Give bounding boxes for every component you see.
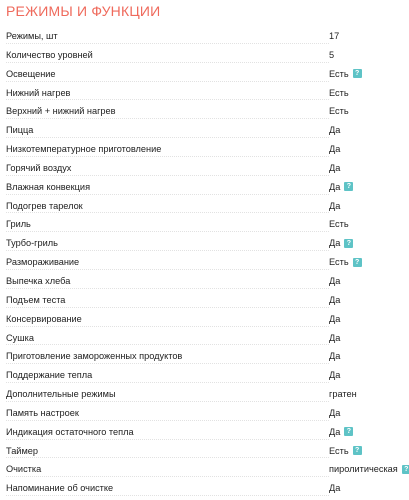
row-divider [6, 81, 329, 82]
section-title: РЕЖИМЫ И ФУНКЦИИ [6, 3, 161, 19]
row-divider [6, 62, 329, 63]
spec-label: Приготовление замороженных продуктов [6, 351, 183, 362]
spec-label: Количество уровней [6, 49, 93, 60]
row-divider [6, 476, 329, 477]
spec-value [329, 105, 349, 117]
spec-label: Горячий воздух [6, 162, 72, 173]
spec-label: Гриль [6, 219, 31, 230]
spec-label: Выпечка хлеба [6, 275, 71, 286]
spec-value-text: Да [329, 162, 341, 173]
spec-value-text: Есть [329, 219, 349, 230]
spec-value [329, 237, 353, 249]
spec-value-text: Да [329, 370, 341, 381]
spec-value [329, 30, 339, 42]
spec-value [329, 463, 409, 475]
spec-label: Поддержание тепла [6, 370, 93, 381]
spec-value-text: Да [329, 294, 341, 305]
row-divider [6, 137, 329, 138]
spec-row [0, 83, 409, 102]
row-divider [6, 439, 329, 440]
row-divider [6, 194, 329, 195]
spec-value-text: Есть [329, 68, 349, 79]
spec-label: Влажная конвекция [6, 181, 91, 192]
spec-value-text: Да [329, 181, 341, 192]
spec-row [0, 214, 409, 233]
row-divider [6, 231, 329, 232]
row-divider [6, 420, 329, 421]
spec-row [0, 290, 409, 309]
row-divider [6, 326, 329, 327]
row-divider [6, 118, 329, 119]
row-divider [6, 401, 329, 402]
row-divider [6, 344, 329, 345]
spec-value-text: Есть [329, 257, 349, 268]
spec-label: Верхний + нижний нагрев [6, 106, 116, 117]
spec-row [0, 120, 409, 139]
spec-row [0, 346, 409, 365]
row-divider [6, 495, 329, 496]
spec-label: Нижний нагрев [6, 87, 71, 98]
spec-label: Размораживание [6, 257, 80, 268]
spec-value-text: Да [329, 407, 341, 418]
spec-value-text: Да [329, 483, 341, 494]
spec-row [0, 252, 409, 271]
row-divider [6, 212, 329, 213]
spec-value [329, 143, 340, 155]
spec-value [329, 388, 357, 400]
spec-row [0, 328, 409, 347]
spec-value [329, 369, 340, 381]
spec-value [329, 200, 340, 212]
row-divider [6, 99, 329, 100]
spec-row [0, 422, 409, 441]
help-icon[interactable]: ? [344, 239, 353, 248]
spec-value [329, 162, 340, 174]
spec-value-text: Да [329, 144, 341, 155]
spec-value-text: гратен [329, 389, 357, 400]
spec-row [0, 441, 409, 460]
spec-label: Пицца [6, 125, 34, 136]
spec-value-text: Да [329, 351, 341, 362]
spec-value [329, 313, 340, 325]
spec-label: Сушка [6, 332, 34, 343]
spec-value-text: Да [329, 238, 341, 249]
row-divider [6, 288, 329, 289]
spec-value-text: 5 [329, 49, 335, 60]
row-divider [6, 269, 329, 270]
spec-row [0, 64, 409, 83]
spec-label: Индикация остаточного тепла [6, 426, 134, 437]
spec-value [329, 407, 340, 419]
spec-label: Память настроек [6, 407, 79, 418]
spec-label: Подъем теста [6, 294, 66, 305]
spec-row [0, 365, 409, 384]
spec-value-text: Да [329, 426, 341, 437]
spec-value [329, 87, 349, 99]
spec-value [329, 350, 340, 362]
spec-value-text: Да [329, 313, 341, 324]
spec-row [0, 139, 409, 158]
help-icon[interactable]: ? [344, 427, 353, 436]
spec-row [0, 177, 409, 196]
help-icon[interactable]: ? [402, 465, 409, 474]
spec-value [329, 68, 362, 80]
spec-value [329, 181, 353, 193]
spec-label: Очистка [6, 464, 42, 475]
specs-list [0, 26, 409, 497]
spec-row [0, 459, 409, 478]
spec-value [329, 124, 340, 136]
spec-row [0, 384, 409, 403]
spec-label: Консервирование [6, 313, 82, 324]
spec-value-text: пиролитическая [329, 464, 398, 475]
spec-label: Таймер [6, 445, 38, 456]
spec-row [0, 271, 409, 290]
spec-label: Низкотемпературное приготовление [6, 144, 162, 155]
spec-value [329, 426, 353, 438]
spec-row [0, 45, 409, 64]
spec-label: Освещение [6, 68, 56, 79]
spec-value-text: Есть [329, 87, 349, 98]
spec-value [329, 275, 340, 287]
row-divider [6, 175, 329, 176]
help-icon[interactable]: ? [353, 258, 362, 267]
spec-value [329, 332, 340, 344]
spec-label: Подогрев тарелок [6, 200, 83, 211]
spec-label: Турбо-гриль [6, 238, 58, 249]
spec-label: Режимы, шт [6, 31, 58, 41]
row-divider [6, 43, 329, 44]
spec-value-text: Да [329, 275, 341, 286]
spec-value-text: Есть [329, 445, 349, 456]
row-divider [6, 307, 329, 308]
row-divider [6, 382, 329, 383]
spec-row [0, 403, 409, 422]
spec-value [329, 256, 362, 268]
spec-label: Дополнительные режимы [6, 389, 116, 400]
spec-value [329, 445, 362, 457]
spec-value [329, 218, 349, 230]
spec-value-text: Есть [329, 106, 349, 117]
spec-value [329, 482, 340, 494]
spec-value-text: Да [329, 125, 341, 136]
spec-row [0, 478, 409, 497]
spec-value-text: 17 [329, 31, 340, 41]
row-divider [6, 250, 329, 251]
spec-row [0, 196, 409, 215]
spec-value-text: Да [329, 200, 341, 211]
spec-value-text: Да [329, 332, 341, 343]
row-divider [6, 156, 329, 157]
spec-row [0, 26, 409, 45]
spec-value [329, 294, 340, 306]
row-divider [6, 363, 329, 364]
spec-label: Напоминание об очистке [6, 483, 114, 494]
spec-row [0, 101, 409, 120]
help-icon[interactable]: ? [353, 446, 362, 455]
help-icon[interactable]: ? [344, 182, 353, 191]
spec-value [329, 49, 334, 61]
help-icon[interactable]: ? [353, 69, 362, 78]
spec-row [0, 158, 409, 177]
spec-row [0, 309, 409, 328]
spec-row [0, 233, 409, 252]
row-divider [6, 457, 329, 458]
